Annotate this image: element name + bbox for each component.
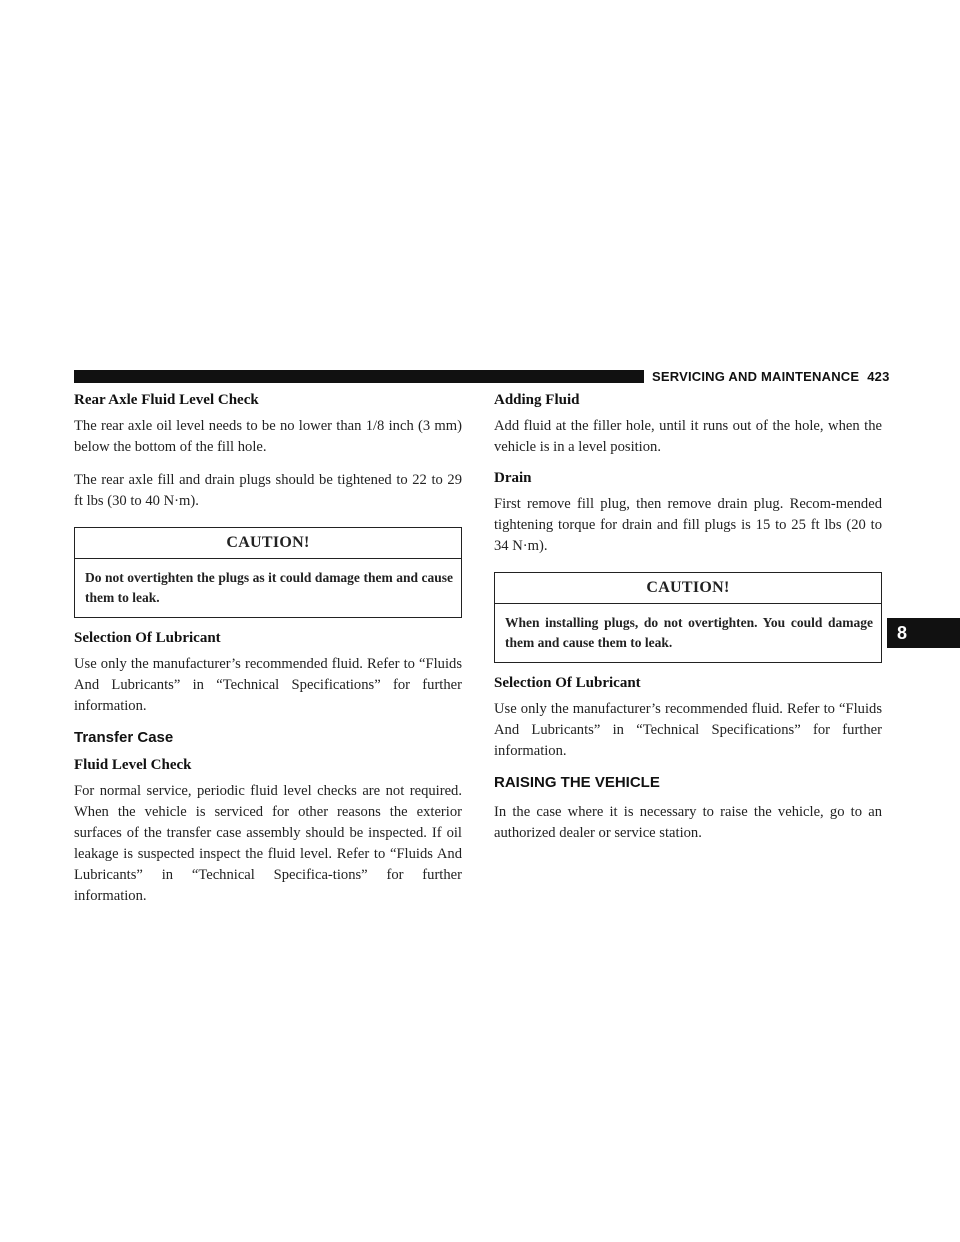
chapter-tab <box>887 618 960 648</box>
page-number: 423 <box>867 369 890 384</box>
lubricant-para-right: Use only the manufacturer’s recommended fluid. Refer to “Fluids And Lubricants” in “Technical Specifications” for further information. <box>494 701 882 759</box>
right-column <box>494 392 882 856</box>
left-column <box>74 392 462 919</box>
caution-box-drain <box>494 572 882 663</box>
adding-fluid-para: Add fluid at the filler hole, until it runs out of the hole, when the vehicle is in a level position. <box>494 418 882 455</box>
drain-heading: Drain <box>494 470 532 486</box>
section-title: SERVICING AND MAINTENANCE <box>652 369 860 384</box>
lubricant-heading-right: Selection Of Lubricant <box>494 675 641 691</box>
rear-axle-heading: Rear Axle Fluid Level Check <box>74 392 259 408</box>
caution-box-rear-axle <box>74 527 462 618</box>
fluid-level-check-heading: Fluid Level Check <box>74 757 192 773</box>
caution-title: CAUTION! <box>75 528 461 559</box>
rear-axle-para-1: The rear axle oil level needs to be no lower than 1/8 inch (3 mm) below the bottom of the fill hole. <box>74 418 462 455</box>
rear-axle-para-2: The rear axle fill and drain plugs should be tightened to 22 to 29 ft lbs (30 to 40 N·m). <box>74 472 462 509</box>
drain-para: First remove fill plug, then remove drain plug. Recom-mended tightening torque for drain and fill plugs is 15 to 25 ft lbs (20 to 34 N·m). <box>494 496 882 554</box>
header-rule <box>74 370 644 383</box>
transfer-case-para: For normal service, periodic fluid level checks are not required. When the vehicle is serviced for other reasons the exterior surfaces of the transfer case assembly should be inspected. If oil leakage is suspected inspect the fluid level. Refer to “Fluids And Lubricants” in “Technical Specifica-tions” for further information. <box>74 783 462 904</box>
caution-text: When installing plugs, do not overtighten. You could damage them and cause them to leak. <box>505 615 873 650</box>
running-header <box>652 369 890 384</box>
adding-fluid-heading: Adding Fluid <box>494 392 580 408</box>
raising-vehicle-heading: RAISING THE VEHICLE <box>494 774 660 791</box>
lubricant-heading-left: Selection Of Lubricant <box>74 630 221 646</box>
caution-text: Do not overtighten the plugs as it could damage them and cause them to leak. <box>85 570 453 605</box>
raising-vehicle-para: In the case where it is necessary to raise the vehicle, go to an authorized dealer or service station. <box>494 804 882 841</box>
caution-title: CAUTION! <box>495 573 881 604</box>
transfer-case-heading: Transfer Case <box>74 729 174 746</box>
chapter-number: 8 <box>897 622 908 643</box>
lubricant-para-left: Use only the manufacturer’s recommended fluid. Refer to “Fluids And Lubricants” in “Technical Specifications” for further information. <box>74 656 462 714</box>
